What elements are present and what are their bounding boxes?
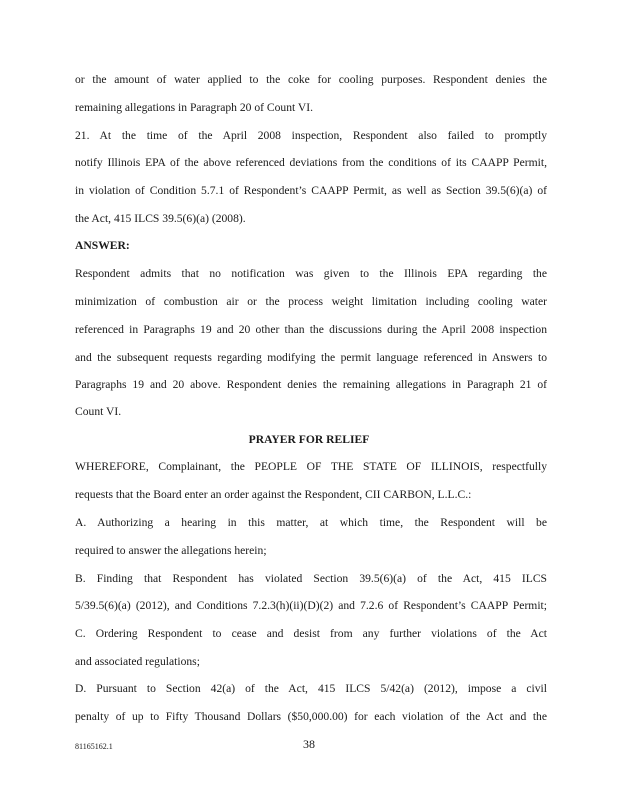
text-line: the Act, 415 ILCS 39.5(6)(a) (2008).: [75, 212, 246, 225]
page-number: 38: [303, 737, 315, 751]
text-line: C. Ordering Respondent to cease and desist from any further violations of the Act: [75, 627, 547, 640]
text-line: penalty of up to Fifty Thousand Dollars ($50,000.00) for each violation of the Act and the: [75, 710, 547, 723]
text-line: in violation of Condition 5.7.1 of Respondent’s CAAPP Permit, as well as Section 39.5(6)(a) of: [75, 184, 547, 197]
text-line: B. Finding that Respondent has violated Section 39.5(6)(a) of the Act, 415 ILCS: [75, 572, 547, 585]
text-line: D. Pursuant to Section 42(a) of the Act, 415 ILCS 5/42(a) (2012), impose a civil: [75, 682, 547, 695]
prayer-heading: PRAYER FOR RELIEF: [248, 433, 370, 446]
text-line: required to answer the allegations herein;: [75, 544, 267, 557]
text-line: minimization of combustion air or the process weight limitation including cooling water: [75, 295, 547, 308]
text-line: WHEREFORE, Complainant, the PEOPLE OF THE STATE OF ILLINOIS, respectfully: [75, 460, 547, 473]
text-line: and associated regulations;: [75, 655, 200, 668]
text-line: Count VI.: [75, 405, 122, 418]
text-line: notify Illinois EPA of the above referenced deviations from the conditions of its CAAPP Permit,: [75, 156, 547, 169]
document-id: 81165162.1: [75, 742, 113, 751]
text-line: or the amount of water applied to the coke for cooling purposes. Respondent denies the: [75, 73, 547, 86]
text-line: referenced in Paragraphs 19 and 20 other than the discussions during the April 2008 inspection: [75, 323, 547, 336]
text-line: 5/39.5(6)(a) (2012), and Conditions 7.2.3(h)(ii)(D)(2) and 7.2.6 of Respondent’s CAAPP Permit;: [75, 599, 547, 612]
answer-heading: ANSWER:: [75, 239, 130, 252]
text-line: A. Authorizing a hearing in this matter, at which time, the Respondent will be: [75, 516, 547, 529]
text-line: requests that the Board enter an order against the Respondent, CII CARBON, L.L.C.:: [75, 488, 472, 501]
text-line: Paragraphs 19 and 20 above. Respondent denies the remaining allegations in Paragraph 21 of: [75, 378, 547, 391]
text-line: and the subsequent requests regarding modifying the permit language referenced in Answers to: [75, 351, 547, 364]
text-line: 21. At the time of the April 2008 inspection, Respondent also failed to promptly: [75, 129, 547, 142]
text-line: remaining allegations in Paragraph 20 of Count VI.: [75, 101, 314, 114]
text-line: Respondent admits that no notification was given to the Illinois EPA regarding the: [75, 267, 547, 280]
